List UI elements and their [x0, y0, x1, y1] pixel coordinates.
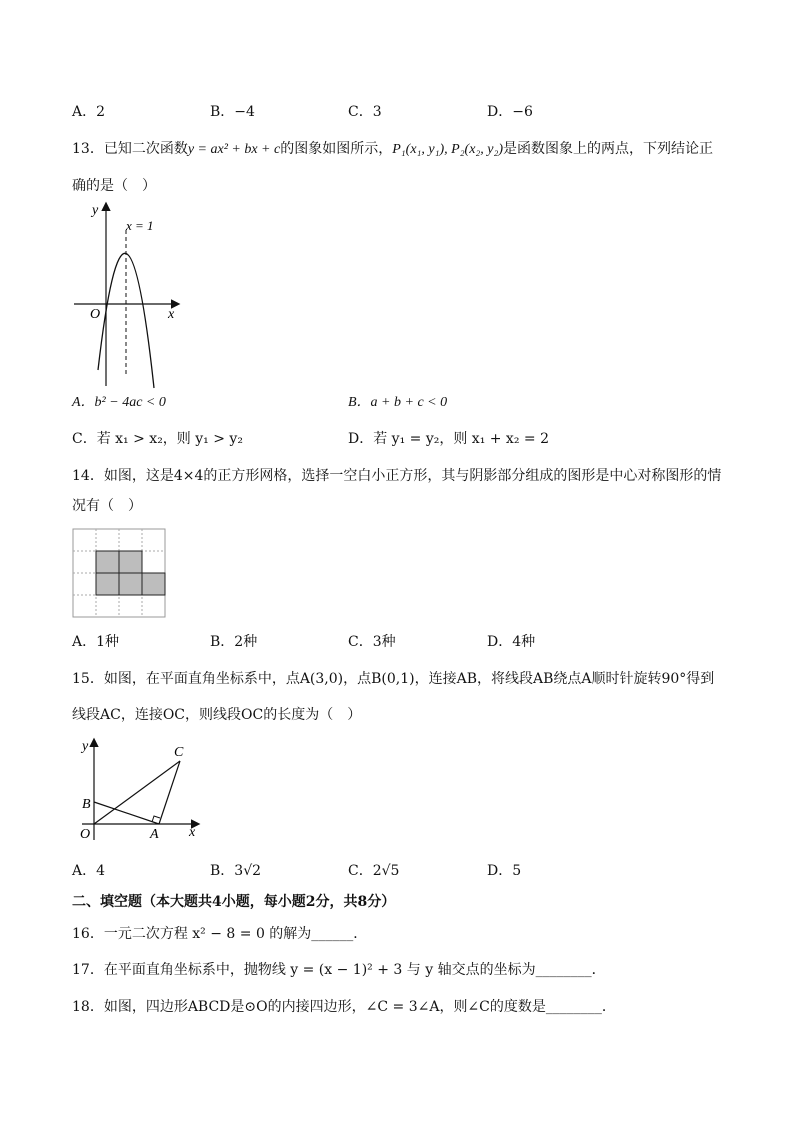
q15-label-c: C: [174, 745, 184, 760]
q15-label-o: O: [80, 827, 91, 842]
q17-text: 17．在平面直角坐标系中，抛物线 y = (x − 1)² + 3 与 y 轴交点的坐标为________．: [72, 962, 606, 978]
q15-option-b: B．3√2: [210, 863, 262, 879]
q15-stem: 15．如图，在平面直角坐标系中，点A(3,0)，点B(0,1)，连接AB，将线段AB绕点A顺时针旋转90°得到: [72, 671, 715, 687]
q14-stem: 14．如图，这是4×4的正方形网格，选择一空白小正方形，其与阴影部分组成的图形是中心对称图形的情: [72, 468, 722, 484]
q14-option-c: C．3种: [348, 634, 396, 650]
q14-shaded-cell: [119, 573, 142, 595]
q14-option-a: A．1种: [72, 634, 120, 650]
q18-text: 18．如图，四边形ABCD是⊙O的内接四边形，∠C = 3∠A，则∠C的度数是________．: [72, 999, 616, 1015]
q13-stem: [72, 139, 713, 160]
q13-formula: y = ax² + bx + c: [187, 142, 281, 157]
q13-option-c: C．若 x₁ > x₂，则 y₁ > y₂: [72, 431, 243, 447]
q15-figure: [72, 734, 208, 844]
q14-shaded-cell: [119, 551, 142, 573]
q13-stem-part3: 是函数图象上的两点，下列结论正: [503, 141, 714, 157]
q15-option-c: C．2√5: [348, 863, 400, 879]
q15-segment-oc: [94, 761, 180, 824]
q13-stem-part1: 13．已知二次函数: [72, 141, 188, 157]
q13-parabola-figure: [68, 198, 188, 394]
q14-shaded-cell: [96, 551, 119, 573]
q13-label-o: O: [90, 307, 101, 322]
q13-stem-part2: 的图象如图所示，: [280, 141, 393, 157]
q13-option-d: D．若 y₁ = y₂，则 x₁ + x₂ = 2: [348, 431, 549, 447]
q13-option-a: A．b² − 4ac < 0: [72, 395, 166, 410]
section-title: 二、填空题（本大题共4小题，每小题2分，共8分）: [72, 894, 396, 910]
q12-option-c: C．3: [348, 104, 382, 120]
q15-segment-ab: [94, 802, 159, 824]
q12-option-a: A．2: [72, 104, 106, 120]
q14-option-d: D．4种: [487, 634, 536, 650]
q16-text: 16．一元二次方程 x² − 8 = 0 的解为______．: [72, 926, 368, 942]
q13-stem-line2: 确的是（ ）: [72, 178, 156, 194]
q12-option-b: B．−4: [210, 104, 255, 120]
q15-label-x: x: [189, 825, 196, 840]
q14-option-b: B．2种: [210, 634, 258, 650]
q15-label-b: B: [82, 797, 91, 812]
q14-stem-line2: 况有（ ）: [72, 498, 142, 514]
q15-stem-line2: 线段AC，连接OC，则线段OC的长度为（ ）: [72, 707, 362, 723]
q15-option-a: A．4: [72, 863, 106, 879]
q13-option-b: B．a + b + c < 0: [348, 395, 448, 410]
q14-grid-figure: [72, 528, 168, 620]
q15-option-d: D．5: [487, 863, 522, 879]
q13-label-x: x: [168, 307, 175, 322]
q12-option-d: D．−6: [487, 104, 533, 120]
q15-label-y: y: [82, 739, 89, 754]
q15-right-angle-mark: [152, 816, 160, 822]
q13-axis-label: x = 1: [126, 218, 154, 233]
q15-segment-ac: [159, 761, 180, 824]
q15-label-a: A: [150, 827, 159, 842]
q13-points: P₁(x₁, y₁), P₂(x₂, y₂): [392, 142, 504, 157]
q14-shaded-cell: [96, 573, 119, 595]
q14-shaded-cell: [142, 573, 165, 595]
q13-label-y: y: [92, 203, 99, 218]
